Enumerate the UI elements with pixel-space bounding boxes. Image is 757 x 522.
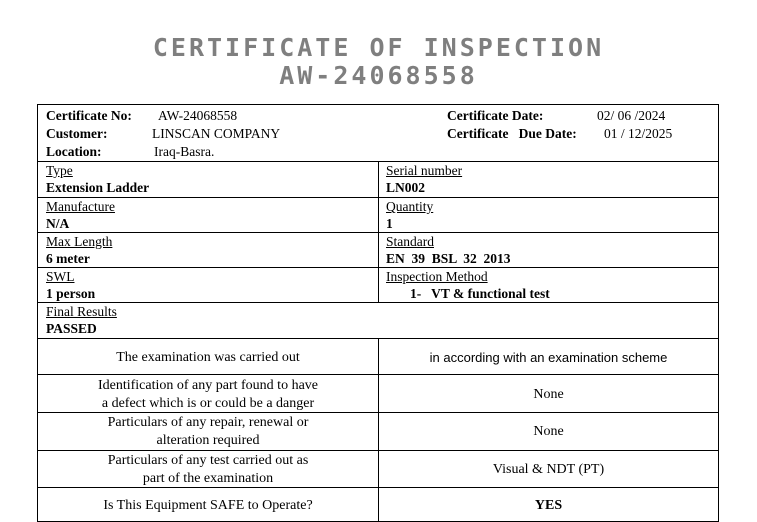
type-label: Type <box>46 163 73 178</box>
due-date-value: 01 / 12/2025 <box>604 126 673 141</box>
swl-label: SWL <box>46 269 75 284</box>
serial-value: LN002 <box>386 180 426 195</box>
inspection-method-label: Inspection Method <box>386 269 488 284</box>
location-label: Location: <box>46 144 102 159</box>
safe-to-operate-answer: YES <box>534 498 563 513</box>
exam-answer: None <box>533 424 564 439</box>
exam-question-line2: part of the examination <box>142 471 274 486</box>
certificate-sheet <box>37 104 719 522</box>
cert-no-label: Certificate No: <box>46 108 132 123</box>
exam-question: The examination was carried out <box>116 350 300 365</box>
quantity-value: 1 <box>386 216 393 231</box>
exam-question: Is This Equipment SAFE to Operate? <box>103 498 313 513</box>
manufacture-label: Manufacture <box>46 199 115 214</box>
manufacture-value: N/A <box>46 216 70 231</box>
certificate-title: CERTIFICATE OF INSPECTION <box>152 33 605 62</box>
max-length-label: Max Length <box>46 234 113 249</box>
standard-label: Standard <box>386 234 434 249</box>
standard-value: EN 39 BSL 32 2013 <box>386 251 511 266</box>
exam-question: Particulars of any test carried out as <box>107 453 309 468</box>
final-results-label: Final Results <box>46 304 117 319</box>
exam-question-line2: a defect which is or could be a danger <box>101 396 315 411</box>
customer-value: LINSCAN COMPANY <box>152 126 281 141</box>
exam-question-line2: alteration required <box>156 433 260 448</box>
certificate-number-title: AW-24068558 <box>279 61 478 90</box>
customer-label: Customer: <box>46 126 108 141</box>
quantity-label: Quantity <box>386 199 434 214</box>
cert-no-value: AW-24068558 <box>158 108 238 123</box>
inspection-method-value: 1- VT & functional test <box>410 286 550 301</box>
exam-answer: Visual & NDT (PT) <box>492 462 605 477</box>
final-results-value: PASSED <box>46 321 97 336</box>
row-divider <box>38 302 718 303</box>
exam-answer: None <box>533 387 564 402</box>
cert-date-value: 02/ 06 /2024 <box>597 108 666 123</box>
exam-question: Identification of any part found to have <box>97 378 319 393</box>
exam-question: Particulars of any repair, renewal or <box>107 415 309 430</box>
due-date-label: Certificate Due Date: <box>447 126 577 141</box>
serial-label: Serial number <box>386 163 463 178</box>
swl-value: 1 person <box>46 286 96 301</box>
location-value: Iraq-Basra. <box>154 144 215 159</box>
column-divider <box>378 161 379 302</box>
cert-date-label: Certificate Date: <box>447 108 544 123</box>
max-length-value: 6 meter <box>46 251 90 266</box>
type-value: Extension Ladder <box>46 180 150 195</box>
exam-answer: in according with an examination scheme <box>429 350 668 365</box>
